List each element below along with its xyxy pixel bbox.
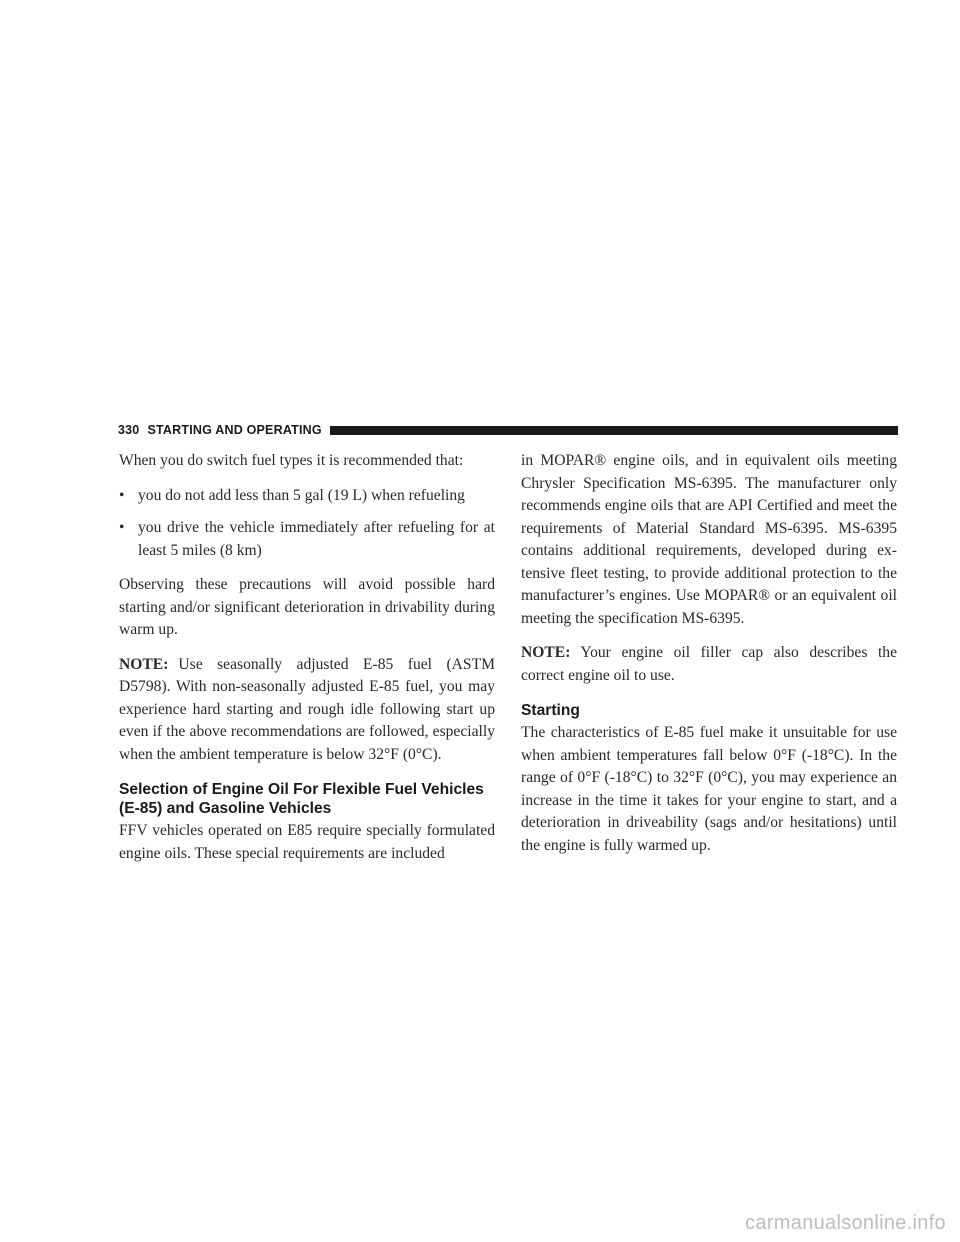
note-text: Your engine oil filler cap also describes the correct engine oil to use.: [521, 644, 897, 684]
watermark: carmanualsonline.info: [745, 1212, 946, 1234]
heading-engine-oil: Selection of Engine Oil For Flexible Fuel Vehicles (E-85) and Gasoline Vehicles: [119, 781, 484, 817]
note-label: NOTE:: [119, 655, 169, 673]
oil-paragraph: FFV vehicles operated on E85 require specially formulated engine oils. These special requirements are included: [119, 822, 495, 862]
bullet-icon: •: [119, 519, 125, 536]
note-paragraph: [119, 654, 495, 767]
precautions-paragraph: Observing these precautions will avoid possible hard starting and/or significant deterioration in drivability during warm up.: [119, 576, 495, 638]
note-paragraph: [521, 642, 897, 687]
bullet-icon: •: [119, 486, 125, 504]
note-text: Use seasonally adjusted E-85 fuel (ASTM D5798). With non-seasonally adjusted E-85 fuel, you may experience hard starting and rough idle following start up even if the above recommendations are followed, especially when the ambient temperature is below 32°F (0°C).: [119, 655, 495, 763]
page-header: [118, 420, 898, 440]
list-item: [119, 517, 495, 562]
left-column: [119, 450, 495, 877]
note-label: NOTE:: [521, 644, 571, 661]
mopar-paragraph: in MOPAR® engine oils, and in equivalent oils meeting Chrysler Specification MS-6395. The manufacturer only recommends engine oils that are API Certified and meet the requirements of Material Standard MS-6395. MS-6395 contains additional requirements, developed during extensive fleet testing, to provide additional protection to the manufacturer’s engines. Use MOPAR® or an equivalent oil meeting the specification MS-6395.: [521, 452, 897, 627]
list-item-text: you do not add less than 5 gal (19 L) when refueling: [138, 486, 465, 504]
section-title: STARTING AND OPERATING: [147, 423, 322, 437]
page-number: 330: [118, 423, 140, 437]
recommendation-list: [119, 485, 495, 563]
heading-starting: Starting: [521, 702, 580, 719]
list-item-text: you drive the vehicle immediately after refueling for at least 5 miles (8 km): [138, 519, 495, 559]
starting-paragraph: The characteristics of E-85 fuel make it unsuitable for use when ambient temperatures fall below 0°F (-18°C). In the range of 0°F (-18°C) to 32°F (0°C), you may experience an increase in the time it takes for your engine to start, and a deterioration in driveability (sags and/or hesitations) until the engine is fully warmed up.: [521, 724, 897, 854]
header-rule: [330, 426, 898, 435]
right-column: [521, 450, 897, 869]
list-item: [119, 485, 495, 508]
intro-paragraph: When you do switch fuel types it is recommended that:: [119, 452, 464, 469]
